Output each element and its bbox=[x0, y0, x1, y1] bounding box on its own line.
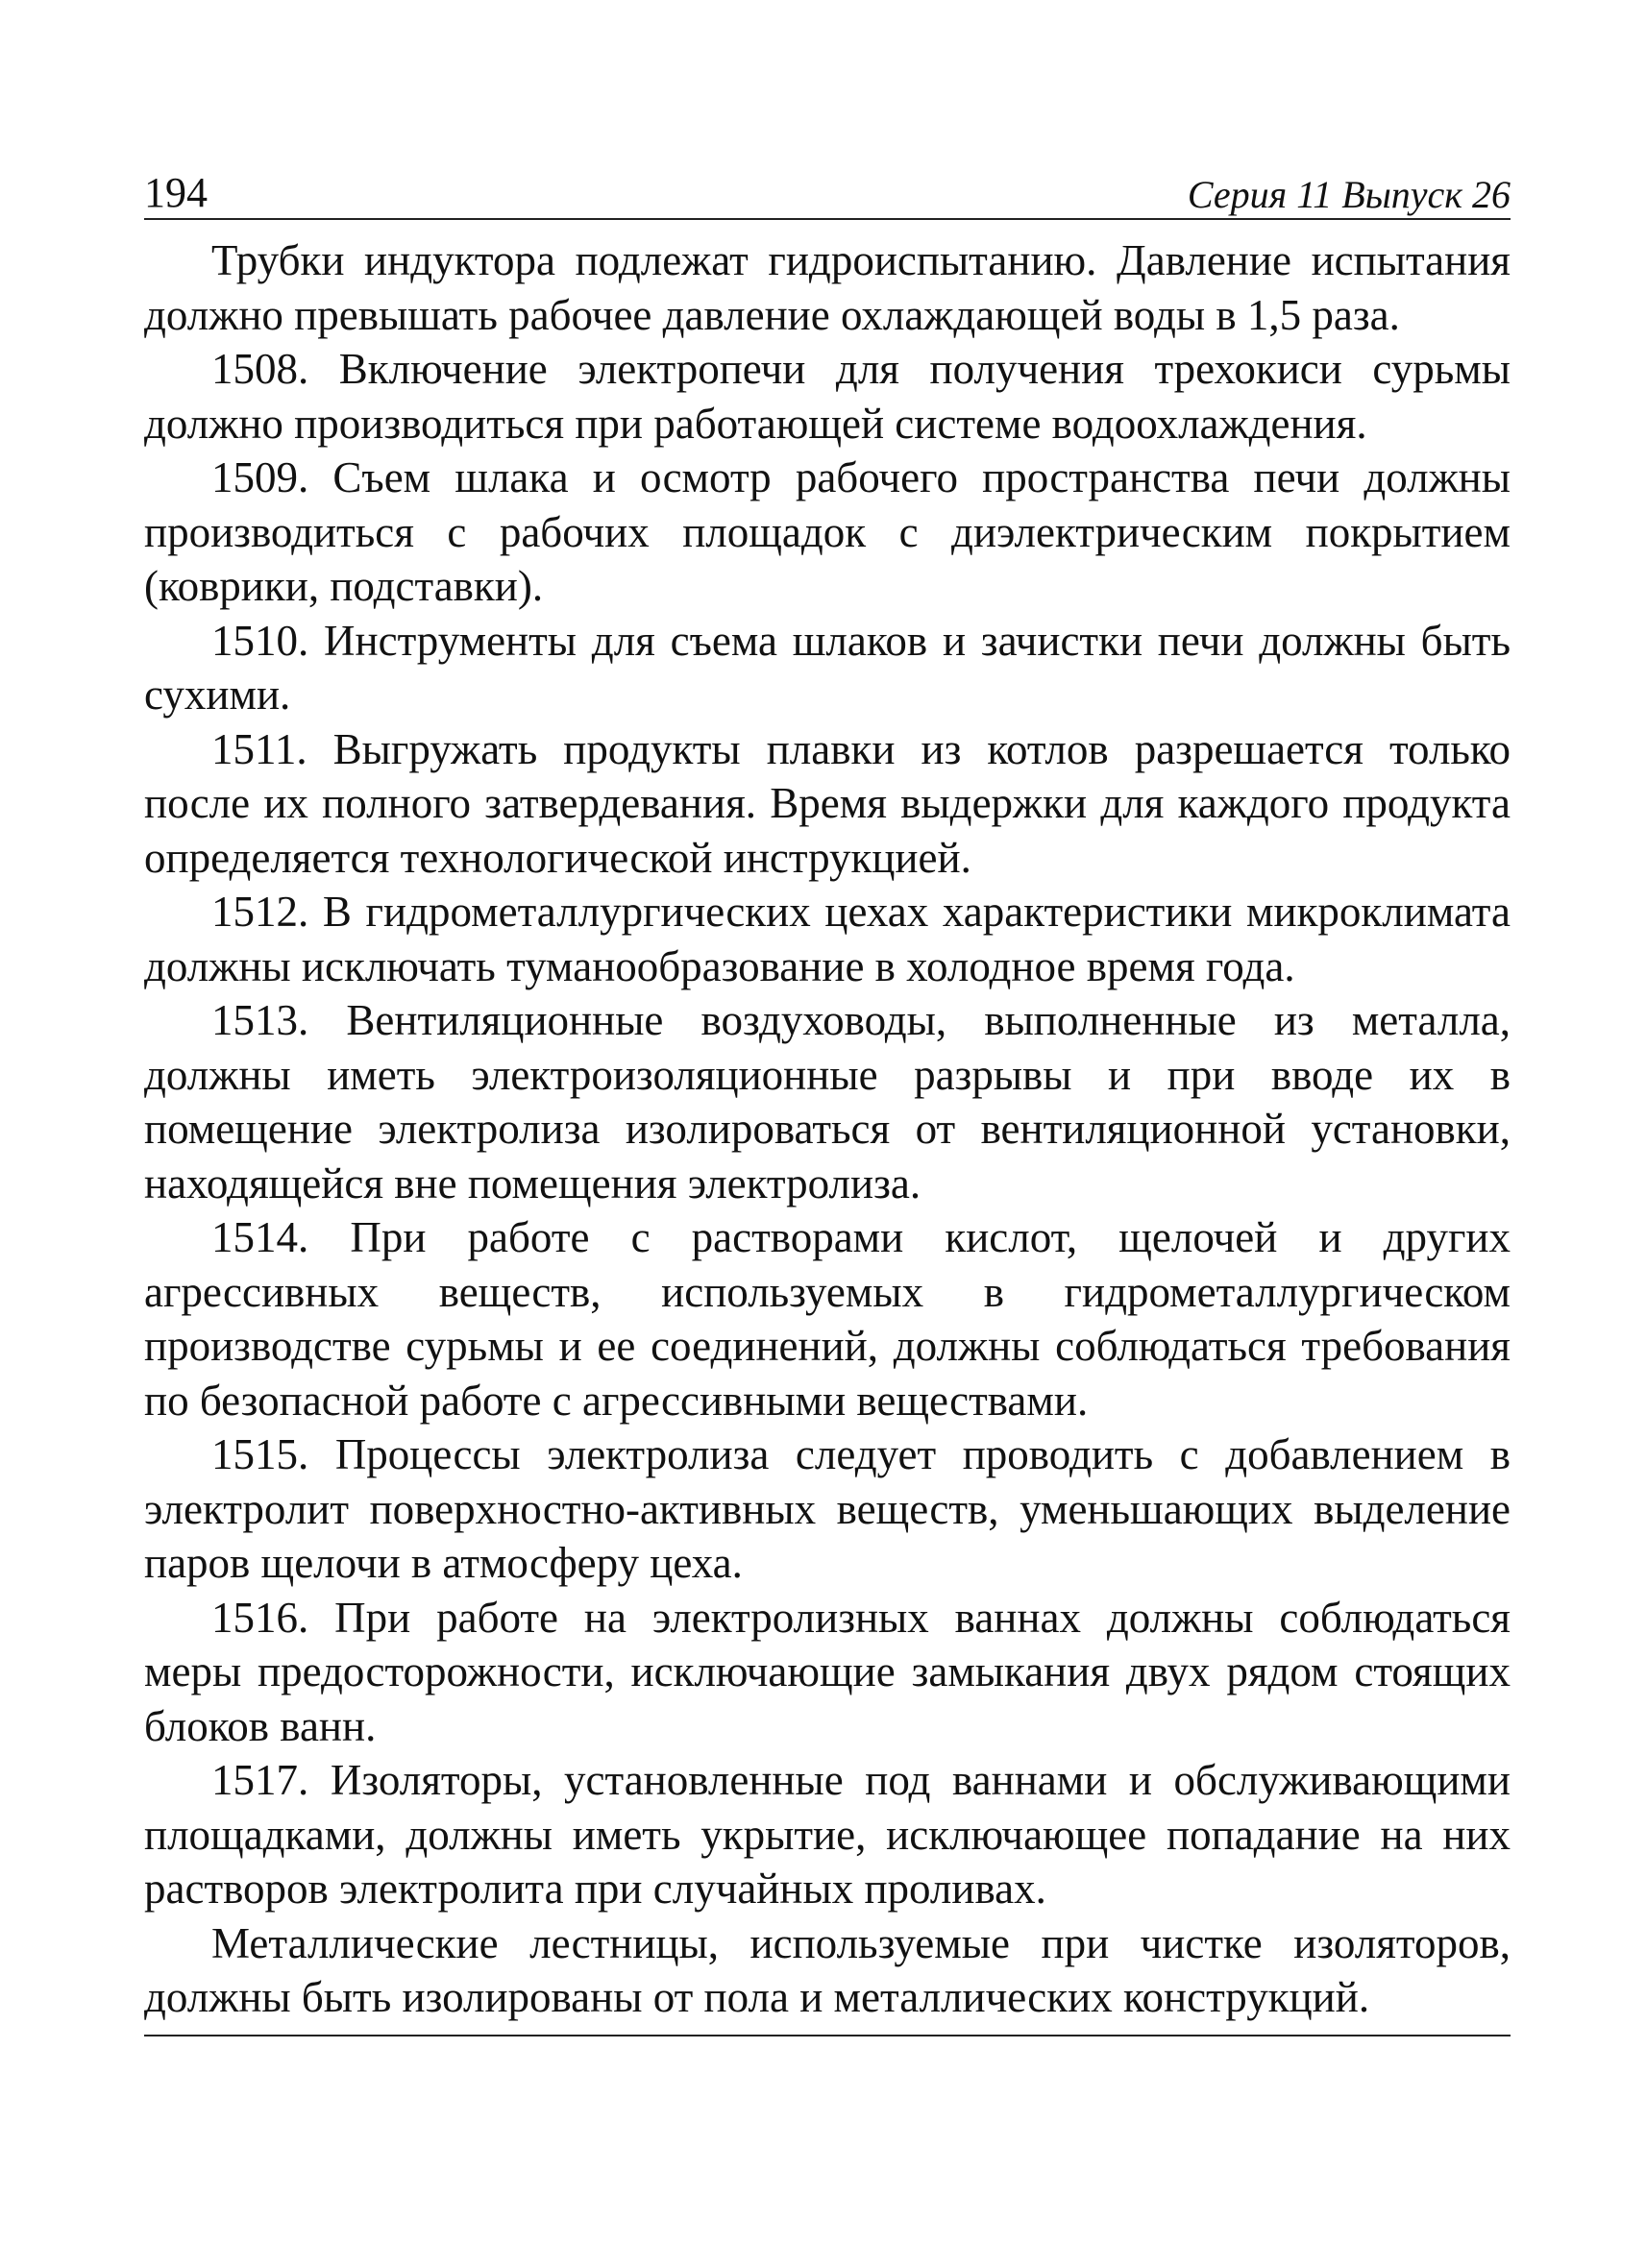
paragraph-1515: 1515. Процессы электролиза следует проводить с добавлением в электролит поверхностно-активных веществ, уменьшающих выделение паров щелочи в атмосферу цеха. bbox=[144, 1430, 1511, 1587]
paragraph-1510: 1510. Инструменты для съема шлаков и зачистки печи должны быть сухими. bbox=[144, 616, 1511, 719]
footer-rule bbox=[144, 2035, 1511, 2036]
paragraph-1513: 1513. Вентиляционные воздуховоды, выполненные из металла, должны иметь электроизоляционные разрывы и при вводе их в помещение электролиза изолироваться от вентиляционной установки, находящейся вне помещения электролиза. bbox=[144, 996, 1511, 1207]
document-page bbox=[144, 159, 1511, 2036]
series-title: Серия 11 Выпуск 26 bbox=[1187, 173, 1511, 216]
paragraph-1511: 1511. Выгружать продукты плавки из котлов разрешается только после их полного затвердевания. Время выдержки для каждого продукта определяется технологической инструкцией. bbox=[144, 724, 1511, 882]
paragraph-1509: 1509. Съем шлака и осмотр рабочего пространства печи должны производиться с рабочих площадок с диэлектрическим покрытием (коврики, подставки). bbox=[144, 453, 1511, 610]
paragraph-1512: 1512. В гидрометаллургических цехах характеристики микроклимата должны исключать туманообразование в холодное время года. bbox=[144, 888, 1511, 990]
page-number: 194 bbox=[144, 169, 208, 216]
paragraph-ladders: Металлические лестницы, используемые при чистке изоляторов, должны быть изолированы от пола и металлических конструкций. bbox=[144, 1918, 1511, 2021]
paragraph-1517: 1517. Изоляторы, установленные под ваннами и обслуживающими площадками, должны иметь укрытие, исключающее попадание на них растворов электролита при случайных проливах. bbox=[144, 1756, 1511, 1913]
body-text bbox=[144, 233, 1511, 2025]
paragraph-1516: 1516. При работе на электролизных ваннах должны соблюдаться меры предосторожности, исключающие замыкания двух рядом стоящих блоков ванн. bbox=[144, 1593, 1511, 1750]
paragraph-1514: 1514. При работе с растворами кислот, щелочей и других агрессивных веществ, используемых в гидрометаллургическом производстве сурьмы и ее соединений, должны соблюдаться требования по безопасной работе с агрессивными веществами. bbox=[144, 1213, 1511, 1425]
paragraph-1508: 1508. Включение электропечи для получения трехокиси сурьмы должно производиться при работающей системе водоохлаждения. bbox=[144, 345, 1511, 448]
paragraph: Трубки индуктора подлежат гидроиспытанию. Давление испытания должно превышать рабочее давление охлаждающей воды в 1,5 раза. bbox=[144, 236, 1511, 339]
running-header bbox=[144, 159, 1511, 220]
